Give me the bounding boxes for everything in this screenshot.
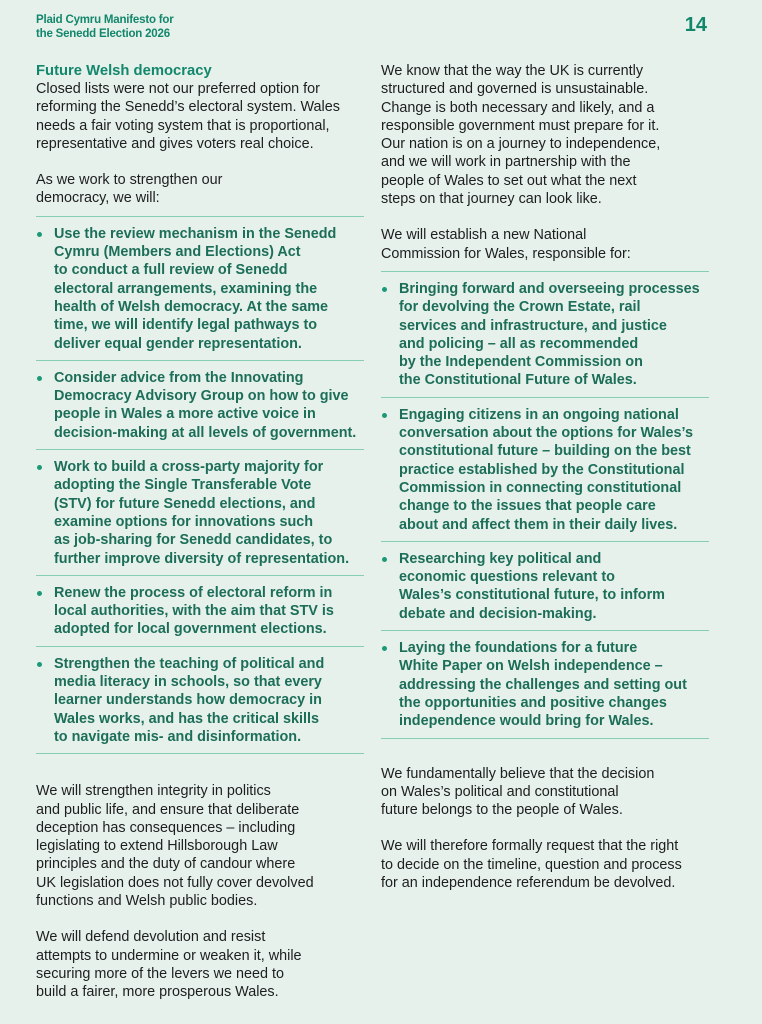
list-item-text: Work to build a cross-party majority for adopting the Single Transferable Vote (STV) for future Senedd elections, and examine options for innovations such as job-sharing for Senedd candidates, to further improve diversity of representation.	[54, 459, 350, 567]
lead-in-paragraph: As we work to strengthen our democracy, we will:	[36, 172, 223, 207]
list-item	[381, 272, 709, 398]
bullet-list	[381, 272, 709, 739]
list-item	[36, 361, 364, 450]
list-item	[36, 450, 364, 576]
bullet-icon	[37, 376, 42, 381]
list-item-text: Engaging citizens in an ongoing national conversation about the options for Wales’s constitutional future – building on the best practice established by the Constitutional Commission in connecting constitutional change to the issues that people care about and affect them in their daily lives.	[399, 406, 693, 533]
bullet-icon	[382, 557, 387, 562]
list-item-text: Laying the foundations for a future White Paper on Welsh independence – addressing the challenges and setting out the opportunities and positive changes independence would bring for Wales.	[399, 640, 687, 730]
list-item	[36, 647, 364, 754]
bullet-icon	[37, 465, 42, 470]
page-number: 14	[684, 14, 707, 36]
document-title-line-2: the Senedd Election 2026	[36, 28, 170, 40]
list-item-text: Strengthen the teaching of political and media literacy in schools, so that every learner understands how democracy in Wales works, and has the critical skills to navigate mis- and disinformation.	[54, 655, 325, 745]
bullet-list	[36, 217, 364, 754]
bullet-icon	[37, 591, 42, 596]
list-item-text: Researching key political and economic questions relevant to Wales’s constitutional future, to inform debate and decision-making.	[399, 550, 665, 622]
bullet-icon	[382, 646, 387, 651]
list-item	[36, 217, 364, 361]
bullet-icon	[382, 287, 387, 292]
closing-paragraph: We will strengthen integrity in politics and public life, and ensure that deliberate deception has consequences – including legislating to extend Hillsborough Law principles and the duty of candour where UK legislation does not fully cover devolved functions and Welsh public bodies.	[36, 783, 314, 909]
left-column	[36, 62, 364, 1001]
bullet-icon	[37, 662, 42, 667]
intro-paragraph: Closed lists were not our preferred option for reforming the Senedd’s electoral system. Wales needs a fair voting system that is proportional, representative and gives voters real choice.	[36, 81, 340, 152]
document-title-line-1: Plaid Cymru Manifesto for	[36, 14, 174, 26]
list-item-text: Bringing forward and overseeing processes for devolving the Crown Estate, rail services and infrastructure, and justice and policing – all as recommended by the Independent Commission on the Constitutional Future of Wales.	[399, 280, 700, 389]
list-item-text: Renew the process of electoral reform in local authorities, with the aim that STV is adopted for local government elections.	[54, 584, 334, 638]
list-item	[381, 542, 709, 631]
list-item	[381, 631, 709, 738]
closing-paragraph: We will defend devolution and resist attempts to undermine or weaken it, while securing more of the levers we need to build a fairer, more prosperous Wales.	[36, 929, 302, 1001]
list-item-text: Consider advice from the Innovating Democracy Advisory Group on how to give people in Wales a more active voice in decision-making at all levels of government.	[54, 369, 357, 441]
list-item	[381, 398, 709, 542]
list-item-text: Use the review mechanism in the Senedd Cymru (Members and Elections) Act to conduct a full review of Senedd electoral arrangements, examining the health of Welsh democracy. At the same time, we will identify legal pathways to deliver equal gender representation.	[54, 225, 337, 352]
list-item	[36, 576, 364, 647]
document-title	[36, 13, 174, 41]
closing-paragraph: We fundamentally believe that the decision on Wales’s political and constitutional future belongs to the people of Wales.	[381, 765, 655, 819]
intro-paragraph: We know that the way the UK is currently structured and governed is unsustainable. Change is both necessary and likely, and a responsible government must prepare for it. Our nation is on a journey to independence, and we will work in partnership with the people of Wales to set out what the next steps on that journey can look like.	[381, 63, 661, 208]
bullet-icon	[37, 232, 42, 237]
section-heading: Future Welsh democracy	[36, 63, 212, 79]
right-column	[381, 62, 709, 892]
lead-in-paragraph: We will establish a new National Commission for Wales, responsible for:	[381, 227, 631, 262]
closing-paragraph: We will therefore formally request that the right to decide on the timeline, question and process for an independence referendum be devolved.	[381, 838, 682, 891]
bullet-icon	[382, 413, 387, 418]
